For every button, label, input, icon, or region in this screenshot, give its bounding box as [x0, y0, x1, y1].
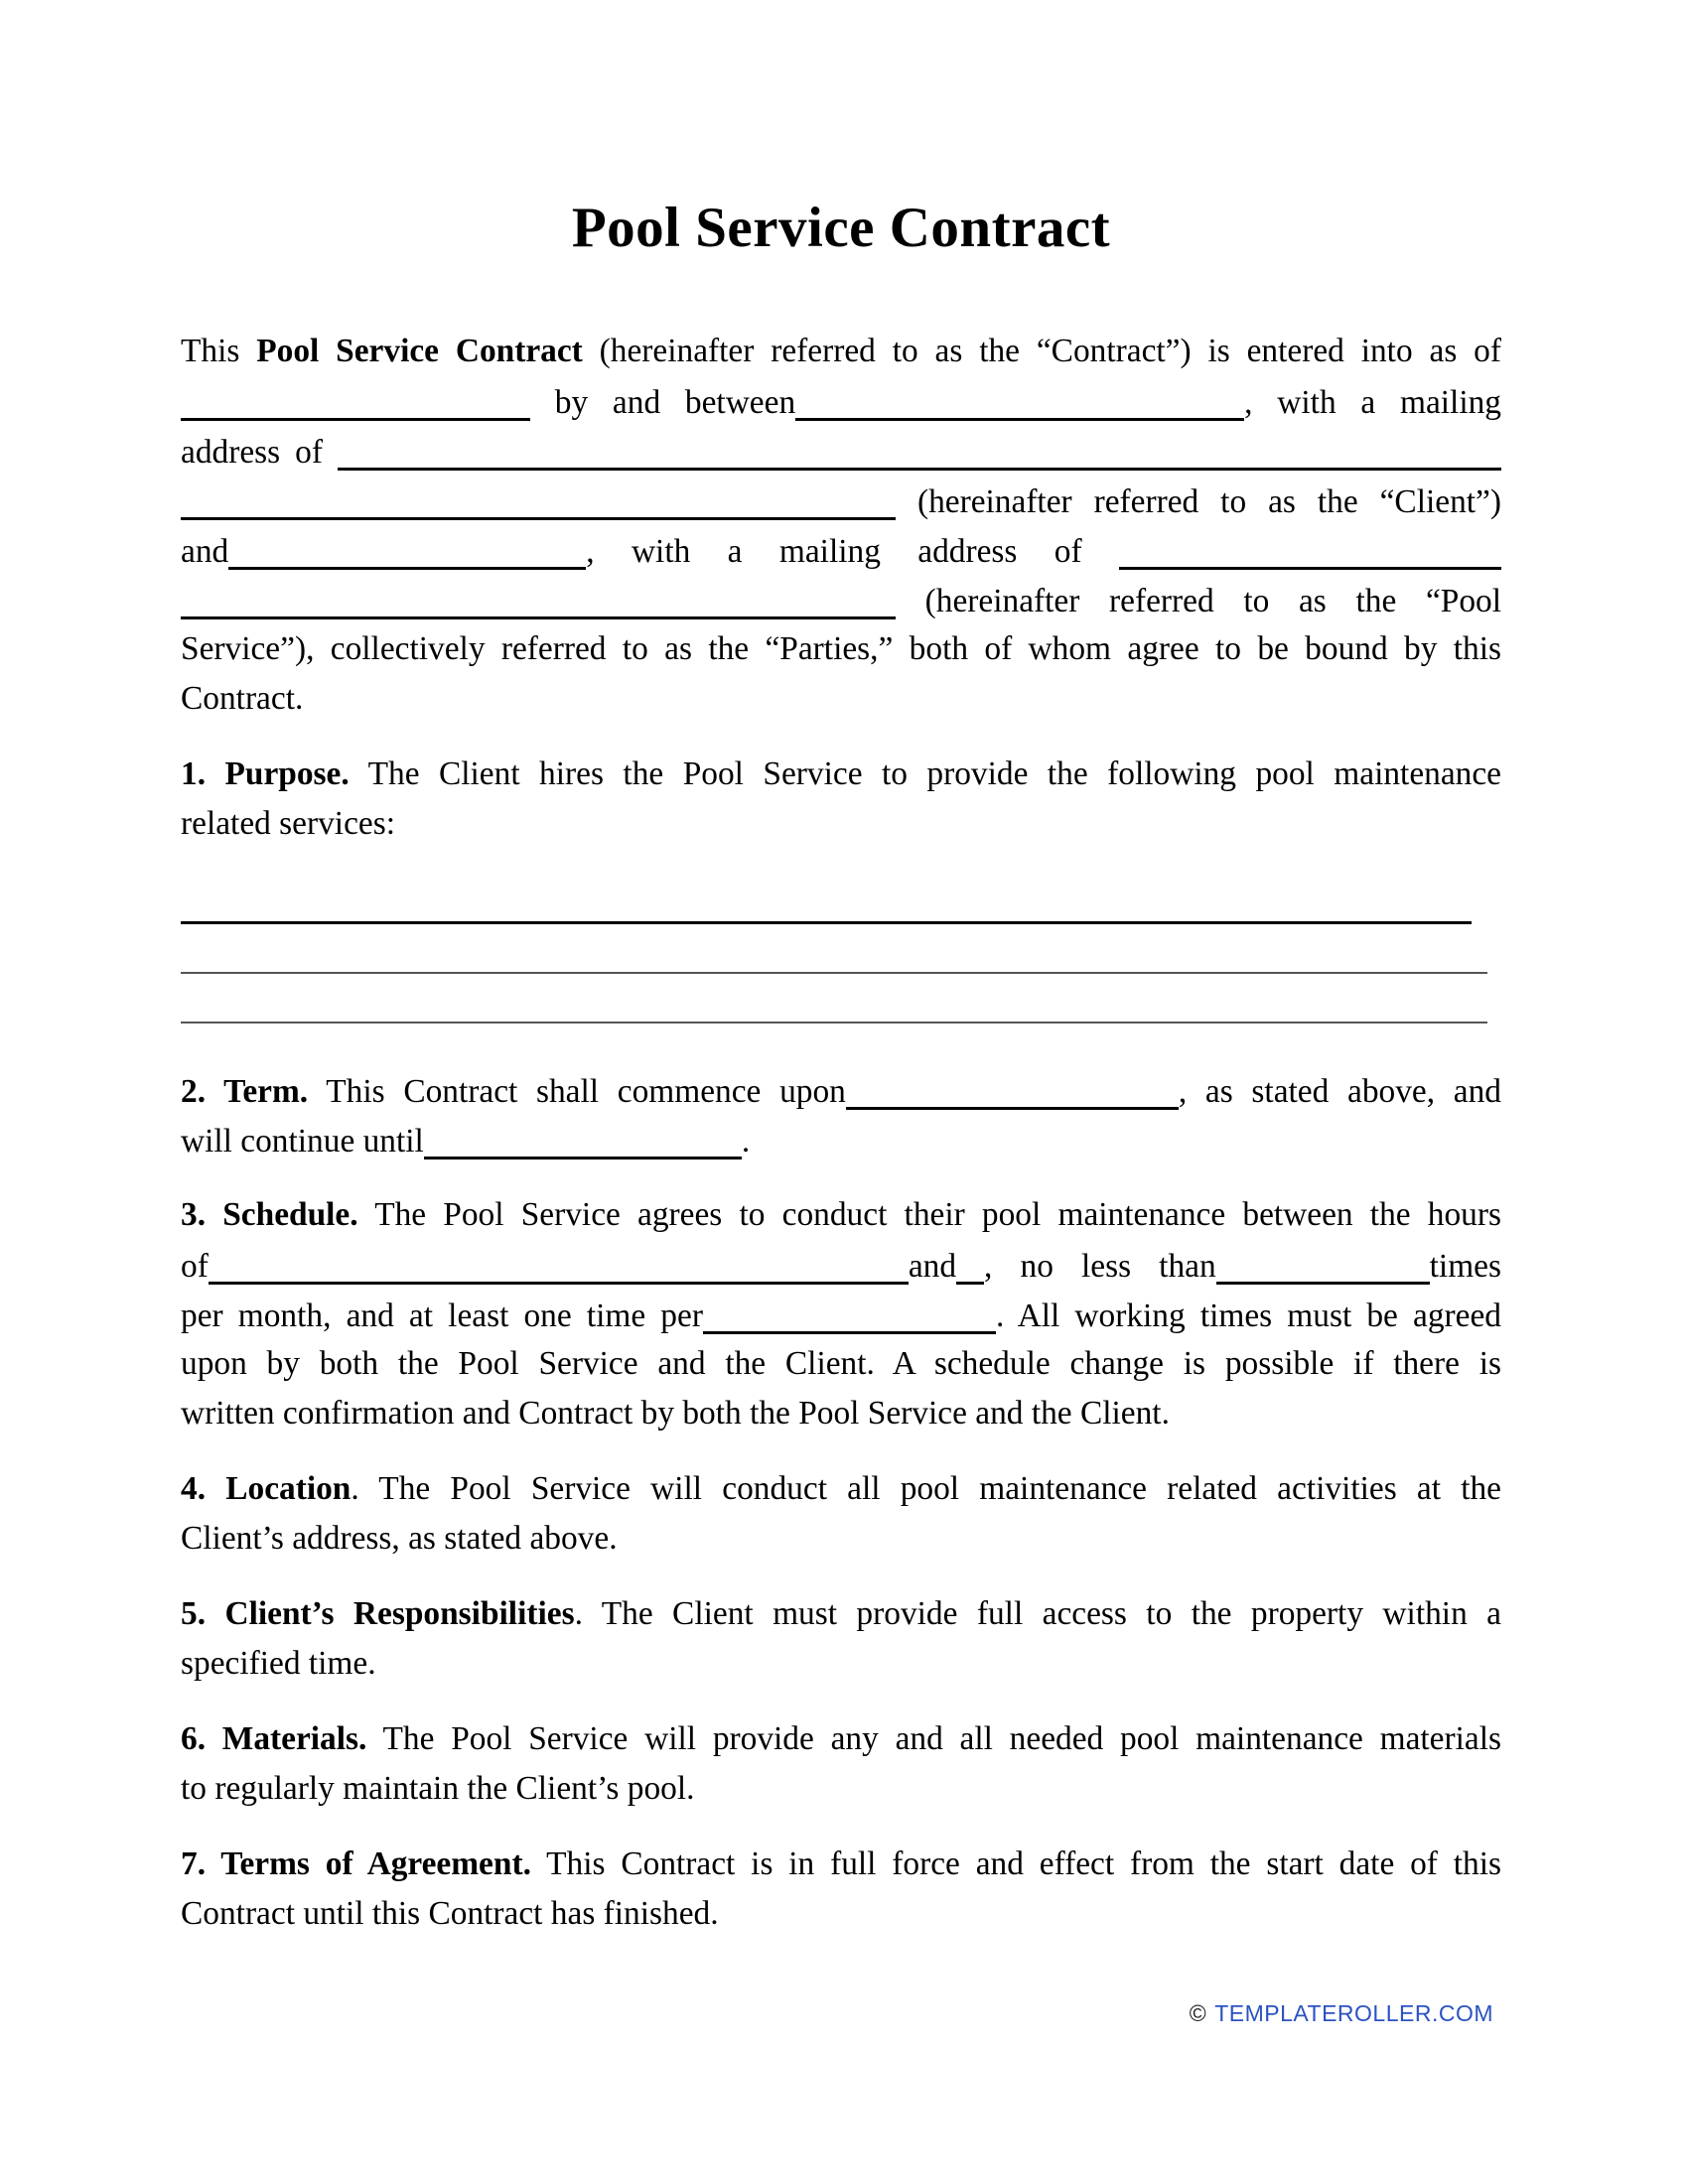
text-line: [181, 1714, 1501, 1764]
text-line: [181, 799, 1501, 849]
body-text: The Pool Service will provide any and all needed pool maintenance materials: [366, 1720, 1501, 1757]
text-line: [181, 1389, 1501, 1438]
text-line: [181, 1115, 1501, 1164]
body-text: .: [741, 1123, 751, 1160]
section-4-location: [181, 1464, 1501, 1564]
text-line: [181, 476, 1501, 525]
body-text: The Client hires the Pool Service to provide the following pool maintenance: [349, 755, 1501, 792]
text-line: [181, 376, 1501, 426]
fill-in-blank: [181, 476, 896, 520]
text-line: [181, 1240, 1501, 1290]
text-line: [181, 1514, 1501, 1564]
body-text: Contract.: [181, 680, 304, 717]
body-text: and: [908, 1248, 957, 1285]
write-in-rule: [181, 974, 1487, 1024]
body-text: and: [181, 533, 229, 570]
copyright-symbol: ©: [1189, 2000, 1207, 2026]
body-text: . The Pool Service will conduct all pool maintenance related activities at the: [351, 1470, 1501, 1507]
intro-paragraph: [181, 327, 1501, 724]
body-text: , no less than: [984, 1248, 1216, 1285]
bold-text: 7. Terms of Agreement.: [181, 1845, 531, 1882]
body-text: , as stated above, and: [1178, 1073, 1501, 1110]
fill-in-blank: [1216, 1240, 1430, 1285]
text-line: [181, 426, 1501, 476]
document-body: [181, 327, 1501, 1939]
bold-text: 4. Location: [181, 1470, 352, 1507]
body-text: specified time.: [181, 1645, 376, 1682]
bold-text: Pool Service Contract: [256, 333, 583, 369]
text-line: [181, 525, 1501, 575]
body-text: , with a mailing: [1244, 384, 1501, 421]
text-line: [181, 1290, 1501, 1339]
text-line: [181, 327, 1501, 376]
fill-in-blank: [424, 1115, 742, 1160]
body-text: This Contract shall commence upon: [308, 1073, 846, 1110]
bold-text: 3. Schedule.: [181, 1196, 358, 1233]
text-line: [181, 1840, 1501, 1889]
body-text: will continue until: [181, 1123, 424, 1160]
text-line: [181, 1065, 1501, 1115]
fill-in-blank: [181, 575, 896, 619]
text-line: [181, 575, 1501, 624]
body-text: This: [181, 333, 257, 369]
bold-text: 5. Client’s Responsibilities: [181, 1595, 575, 1632]
write-in-rule: [181, 924, 1487, 974]
document-title: Pool Service Contract: [571, 197, 1111, 259]
body-text: related services:: [181, 805, 395, 842]
body-text: Contract until this Contract has finished.: [181, 1895, 719, 1932]
fill-in-blank: [1119, 525, 1501, 570]
text-line: [181, 1639, 1501, 1689]
body-text: address of: [181, 434, 338, 471]
bold-text: 1. Purpose.: [181, 755, 350, 792]
text-line: [181, 1589, 1501, 1639]
body-text: Service”), collectively referred to as the “Parties,” both of whom agree to be bound by this: [181, 630, 1501, 667]
text-line: [181, 1889, 1501, 1939]
text-line: [181, 1764, 1501, 1814]
body-text: (hereinafter referred to as the “Client”): [896, 483, 1501, 520]
body-text: per month, and at least one time per: [181, 1297, 703, 1334]
fill-in-blank: [338, 426, 1501, 471]
body-text: to regularly maintain the Client’s pool.: [181, 1770, 695, 1807]
body-text: written confirmation and Contract by both the Pool Service and the Client.: [181, 1395, 1170, 1432]
text-line: [181, 624, 1501, 674]
text-line: [181, 1339, 1501, 1389]
section-6-materials: [181, 1714, 1501, 1814]
fill-in-blank: [795, 376, 1244, 421]
page-footer: [181, 2000, 1501, 2026]
section-7-terms-of-agreement: [181, 1840, 1501, 1939]
fill-in-blank: [703, 1290, 996, 1334]
body-text: times: [1429, 1248, 1501, 1285]
body-text: The Pool Service agrees to conduct their pool maintenance between the hours: [357, 1196, 1501, 1233]
bold-text: 2. Term.: [181, 1073, 309, 1110]
body-text: by and between: [530, 384, 796, 421]
section-3-schedule: [181, 1190, 1501, 1438]
body-text: . The Client must provide full access to the property within a: [574, 1595, 1501, 1632]
fill-in-blank: [181, 376, 530, 421]
fill-in-blank: [846, 1065, 1179, 1110]
body-text: This Contract is in full force and effect from the start date of this: [530, 1845, 1501, 1882]
bold-text: 6. Materials.: [181, 1720, 367, 1757]
text-line: [181, 750, 1501, 799]
purpose-write-in-lines: [181, 875, 1501, 1024]
document-content: [181, 0, 1501, 2026]
text-line: [181, 1464, 1501, 1514]
write-in-rule: [181, 875, 1472, 924]
section-5-clients-responsibilities: [181, 1589, 1501, 1689]
section-1-purpose: [181, 750, 1501, 849]
fill-in-blank: [209, 1240, 909, 1285]
body-text: , with a mailing address of: [586, 533, 1119, 570]
body-text: upon by both the Pool Service and the Client. A schedule change is possible if there is: [181, 1345, 1501, 1382]
text-line: [181, 1190, 1501, 1240]
section-2-term: [181, 1065, 1501, 1164]
fill-in-blank: [956, 1240, 984, 1285]
body-text: (hereinafter referred to as the “Pool: [896, 583, 1501, 619]
body-text: of: [181, 1248, 209, 1285]
body-text: (hereinafter referred to as the “Contract”) is entered into as of: [582, 333, 1501, 369]
fill-in-blank: [228, 525, 586, 570]
body-text: Client’s address, as stated above.: [181, 1520, 618, 1557]
footer-site-link[interactable]: TEMPLATEROLLER.COM: [1214, 2000, 1493, 2026]
text-line: [181, 674, 1501, 724]
body-text: . All working times must be agreed: [995, 1297, 1501, 1334]
